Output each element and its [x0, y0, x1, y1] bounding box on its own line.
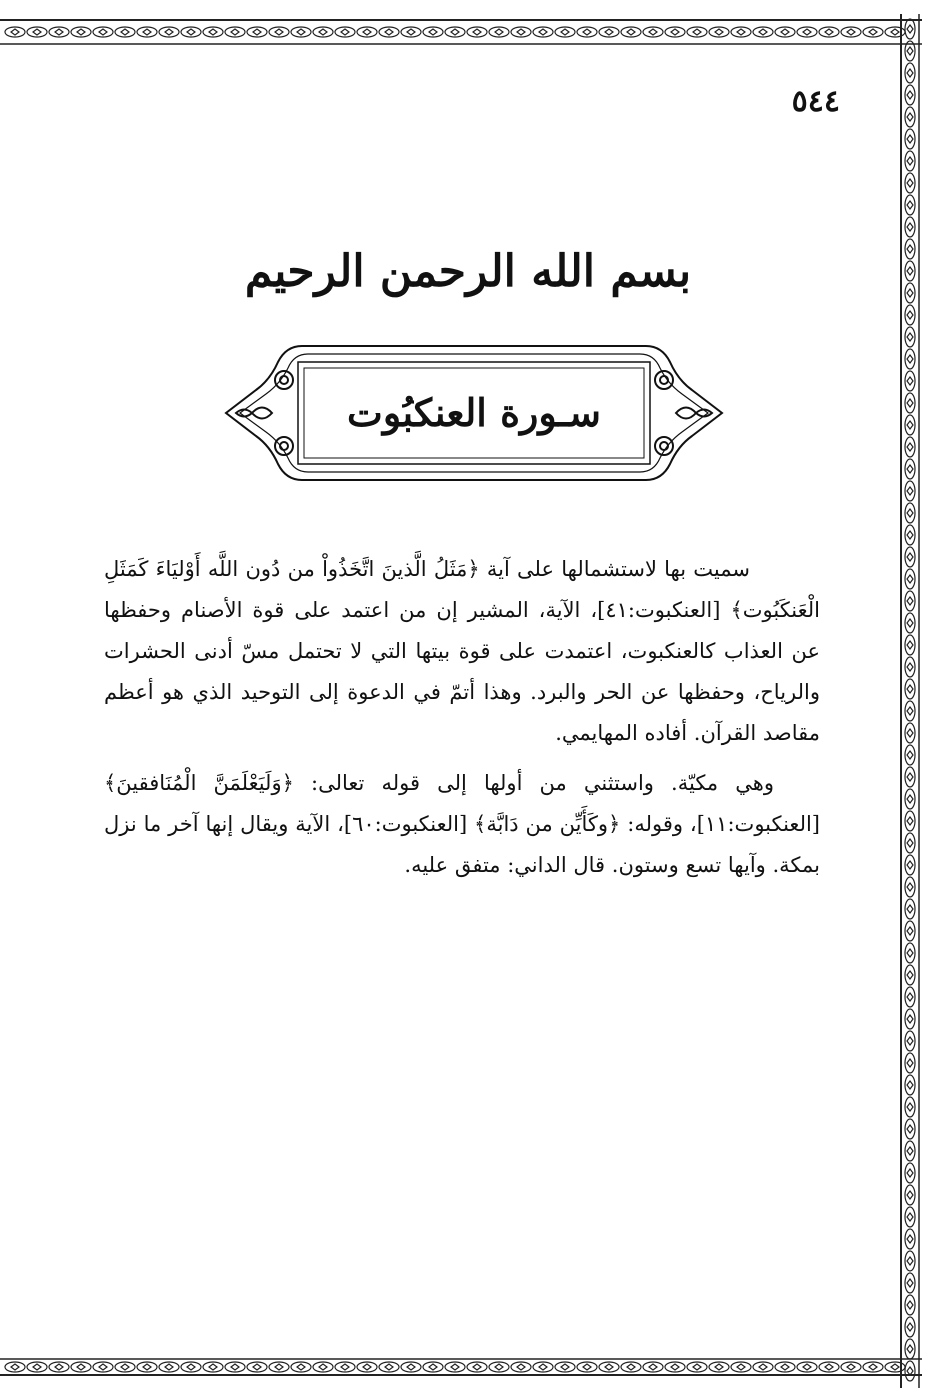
paragraph-naming-reason: سميت بها لاستشمالها على آية ﴿مَثَلُ الَّذينَ اتَّخَذُواْ من دُون اللَّه أَوْليَاءَ كَمَثَلِ الْعَنكَبُوت﴾ [العنكبوت:٤١]، الآية، المشير إن من اعتمد على قوة الأصنام وحفظها عن العذاب كالعنكبوت، اعتمدت على قوة بيتها التي لا تحتمل مسّ أدنى الحشرات والرياح، وحفظها عن الحر والبرد. وهذا أتمّ في الدعوة إلى التوحيد الذي هو أعظم مقاصد القرآن. أفاده المهايمي.	[104, 557, 820, 745]
basmala-heading: بسم الله الرحمن الرحيم	[244, 246, 692, 297]
paragraph-makki-verses: وهي مكيّة. واستثني من أولها إلى قوله تعالى: ﴿وَلَيَعْلَمَنَّ الْمُنَافقينَ﴾ [العنكبوت:١١]، وقوله: ﴿وكَأَيِّن من دَابَّة﴾ [العنكبوت:٦٠]، الآية ويقال إنها آخر ما نزل بمكة. وآيها تسع وستون. قال الداني: متفق عليه.	[104, 771, 820, 877]
page-number: ٥٤٤	[791, 84, 840, 119]
surah-title: سـورة العنكبُوت	[347, 390, 601, 435]
right-ornamental-border	[898, 14, 922, 1388]
bottom-ornamental-border	[0, 1356, 922, 1378]
top-ornamental-border	[0, 14, 936, 48]
